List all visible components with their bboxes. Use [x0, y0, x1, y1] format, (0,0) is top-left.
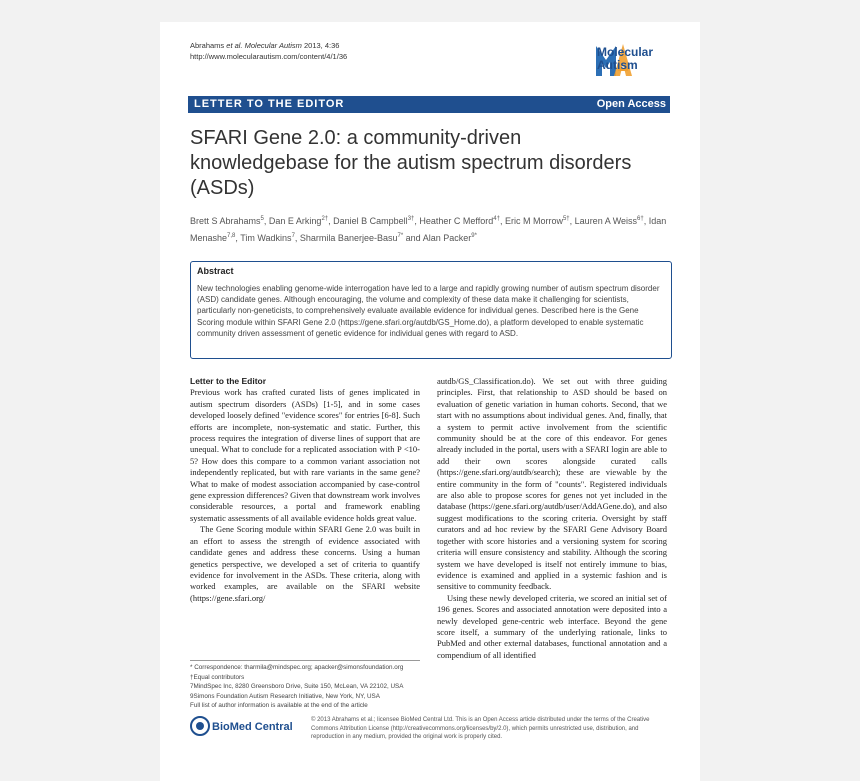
article-title: SFARI Gene 2.0: a community-driven knowledgebase for the autism spectrum disorders (ASDs) — [190, 127, 632, 199]
biomed-central-logo-icon — [190, 716, 210, 736]
abstract-box — [190, 261, 672, 359]
abstract-text: New technologies enabling genome-wide interrogation have led to a large and rapidly growing number of autism spectrum disorder (ASD) candidate genes. Although encouraging, the volume and complexity of these data make it challenging for scientists, particularly non-geneticists, to comprehensively evaluate available evidence for individual genes. Described here is the Gene Scoring module within SFARI Gene 2.0 (https://gene.sfari.org/autdb/GS_Home.do), a platform developed to enable systematic community driven assessment of genetic evidence for individual genes with regard to ASD. — [197, 284, 660, 338]
header-citation: Abrahams et al. Molecular Autism 2013, 4:36 http://www.molecularautism.com/content/4/1/36 — [190, 41, 348, 61]
body-column-left — [190, 376, 420, 604]
open-access-label: Open Access — [596, 98, 666, 110]
section-label: LETTER TO THE EDITOR — [194, 98, 345, 110]
footnotes: * Correspondence: tharmila@mindspec.org; apacker@simonsfoundation.org †Equal contributors 7MindSpec Inc, 8280 Greensboro Drive, Suite 150, McLean, VA 22102, USA 9Simons Foundation Autism Research Initiative, New York, NY, USA Full list of author information is available at the end of the article — [190, 660, 420, 711]
journal-logo-text: Molecular Autism — [597, 45, 654, 72]
paragraph: Using these newly developed criteria, we scored an initial set of 196 genes. Scores and associated annotation were deposited into a newly developed gene-centric web interface. Beyond the gene score itself, a summary of the underlying rationale, links to PubMed and other external databases, functional annotation and a compendium of all identified — [437, 592, 667, 660]
body-column-right — [437, 376, 667, 661]
section-bar — [188, 96, 670, 113]
paragraph: Previous work has crafted curated lists of genes implicated in autism spectrum disorders (ASDs) [1-5], and in some cases developed loosely defined "evidence scores" for entries [6-8]. Such efforts are incomplete, non-systematic and static. Further, this process requires the integration of diverse lines of support that are unequal. What to conclude for a replicated association with P <10-5? How does this compare to a common variant association not independently replicated, but with rare variants in the same gene? What to make of modest association accompanied by case-control gene expression differences? Given that downstream work involves considerable resources, a portal and framework enabling systematic assessments of all available evidence holds great value. — [190, 387, 420, 523]
section-heading: Letter to the Editor — [190, 376, 267, 386]
paragraph: The Gene Scoring module within SFARI Gene 2.0 was built in an effort to assess the strength of evidence associated with candidate genes and address these concerns. Using a human genetics perspective, we developed a set of criteria to quantify evidence for involvement in the ASDs. These criteria, along with worked examples, are available on the SFARI website (https://gene.sfari.org/ — [190, 524, 420, 603]
article-url[interactable]: http://www.molecularautism.com/content/4/1/36 — [190, 52, 348, 61]
abstract-heading: Abstract — [197, 266, 234, 276]
license-text: © 2013 Abrahams et al.; licensee BioMed Central Ltd. This is an Open Access article distributed under the terms of the Creative Commons Attribution License (http://creativecommons.org/licenses/by/2.0), which permits unrestricted use, distribution, and reproduction in any medium, provided the original work is properly cited. — [311, 717, 650, 740]
publisher-name: BioMed Central — [212, 721, 293, 733]
author-list: Brett S Abrahams$^5$, Dan E Arking$^{2\dagger}$, Daniel B Campbell$^{3\dagger}$, Heather C Mefford$^{4\dagger}$, Eric M Morrow$^{5\dagger}$, Lauren A Weiss$^{6\dagger}$, Idan Menashe$^{7,8}$, Tim Wadkins$^7$, Sharmila Banerjee-Basu$^{7*}$ and Alan Packer$^{9*}$ — [190, 216, 667, 243]
paragraph: autdb/GS_Classification.do). We set out with three guiding principles. First, that relationship to ASD should be based on evaluation of genetic variation in human cohorts. Second, that we start with no assumptions about individual genes. And, finally, that a system to permit active involvement from the scientific community should be at the core of this endeavor. For genes already included in the portal, users with a SFARI login are able to add their own scores alongside curated calls (https://gene.sfari.org/autdb/search); these are viewable by the entire community in the form of "counts". Registered individuals are also able to propose scores for genes not yet included in the database (https://gene.sfari.org/autdb/user/AddAGene.do), and also suggest modifications to the scoring criteria. Oversight by staff curators and ad hoc review by the SFARI Gene Advisory Board together with score histories and a versioning system for scoring criteria will ensure consistency and stability. Although the scoring system we have developed is itself not entirely immune to bias, evidence is examined and applied in a systemic fashion and is sensitive to community feedback. — [437, 376, 667, 592]
